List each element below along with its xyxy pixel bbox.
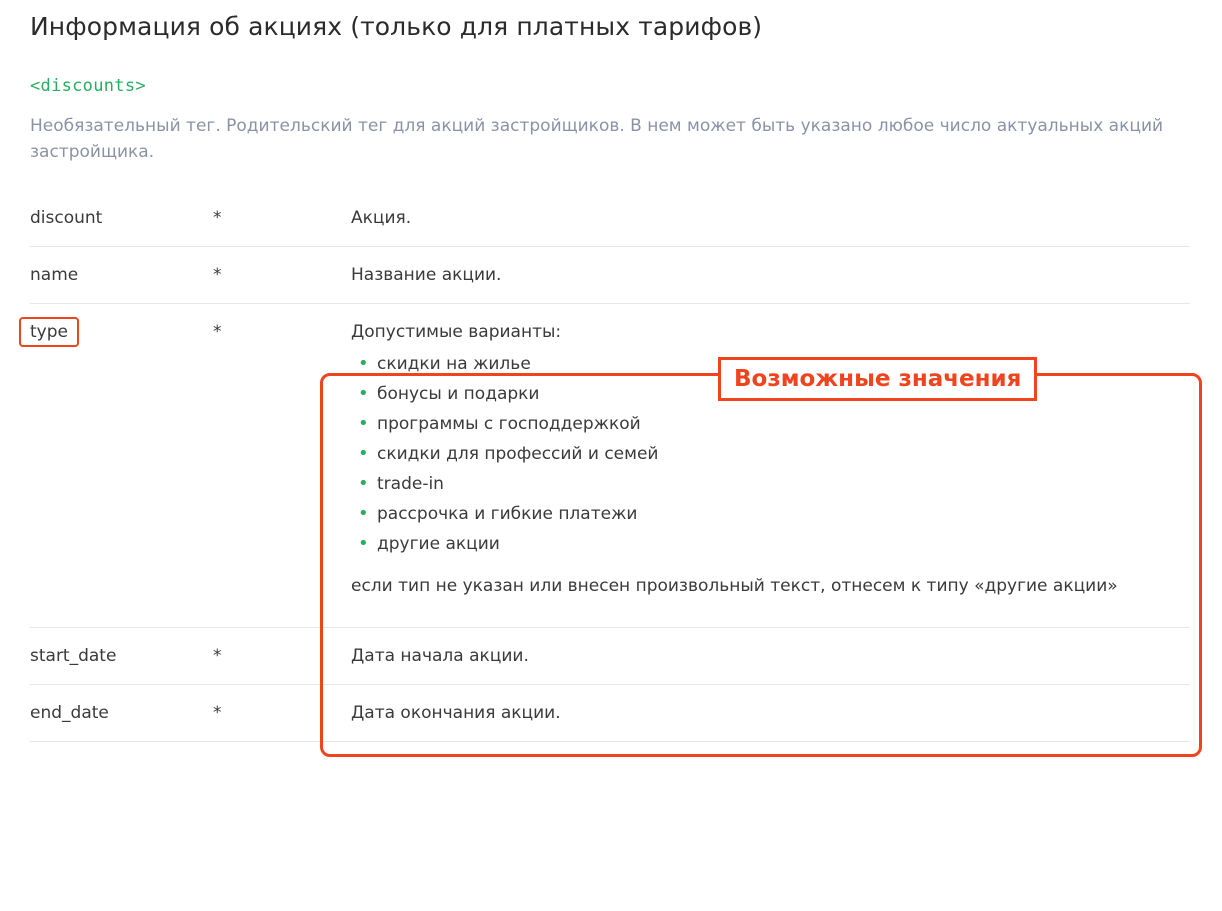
table-cell-field [30, 628, 213, 685]
field-name-type-highlighted: type [19, 317, 79, 347]
table-cell-description: Дата окончания акции. [351, 685, 1190, 742]
field-name: name [30, 264, 79, 285]
table-cell-field [30, 685, 213, 742]
spec-table [30, 190, 1190, 743]
table-cell-required: * [213, 246, 351, 303]
table-cell-description: Название акции. [351, 246, 1190, 303]
table-cell-description [351, 303, 1190, 628]
table-row [30, 628, 1190, 685]
field-name: end_date [30, 703, 109, 724]
table-cell-field [30, 303, 213, 628]
field-name: start_date [30, 646, 117, 667]
list-item: • trade-in [355, 474, 1182, 494]
table-cell-field [30, 246, 213, 303]
table-cell-required: * [213, 190, 351, 247]
tag-name: <discounts> [30, 76, 146, 96]
allowed-values-note: если тип не указан или внесен произвольный текст, отнесем к типу «другие акции» [351, 575, 1118, 596]
table-cell-required: * [213, 628, 351, 685]
table-row-type [30, 303, 1190, 628]
document-page [0, 12, 1222, 742]
list-item: • скидки на жилье [355, 354, 1182, 374]
table-cell-field [30, 190, 213, 247]
table-cell-description: Дата начала акции. [351, 628, 1190, 685]
table-row [30, 190, 1190, 247]
list-item: • скидки для профессий и семей [355, 444, 1182, 464]
allowed-values-intro: Допустимые варианты: [351, 321, 562, 342]
tag-description: Необязательный тег. Родительский тег для акций застройщиков. В нем может быть указано любое число актуальных акций застройщика. [30, 116, 1164, 163]
list-item: • программы с господдержкой [355, 414, 1182, 434]
page-title: Информация об акциях (только для платных тарифов) [30, 12, 763, 41]
list-item: • рассрочка и гибкие платежи [355, 504, 1182, 524]
annotation-label: Возможные значения [718, 357, 1037, 401]
table-cell-description: Акция. [351, 190, 1190, 247]
list-item: • бонусы и подарки [355, 384, 1182, 404]
table-row [30, 685, 1190, 742]
list-item: • другие акции [355, 534, 1182, 554]
table-cell-required: * [213, 303, 351, 628]
field-name: discount [30, 207, 103, 228]
table-row [30, 246, 1190, 303]
table-cell-required: * [213, 685, 351, 742]
